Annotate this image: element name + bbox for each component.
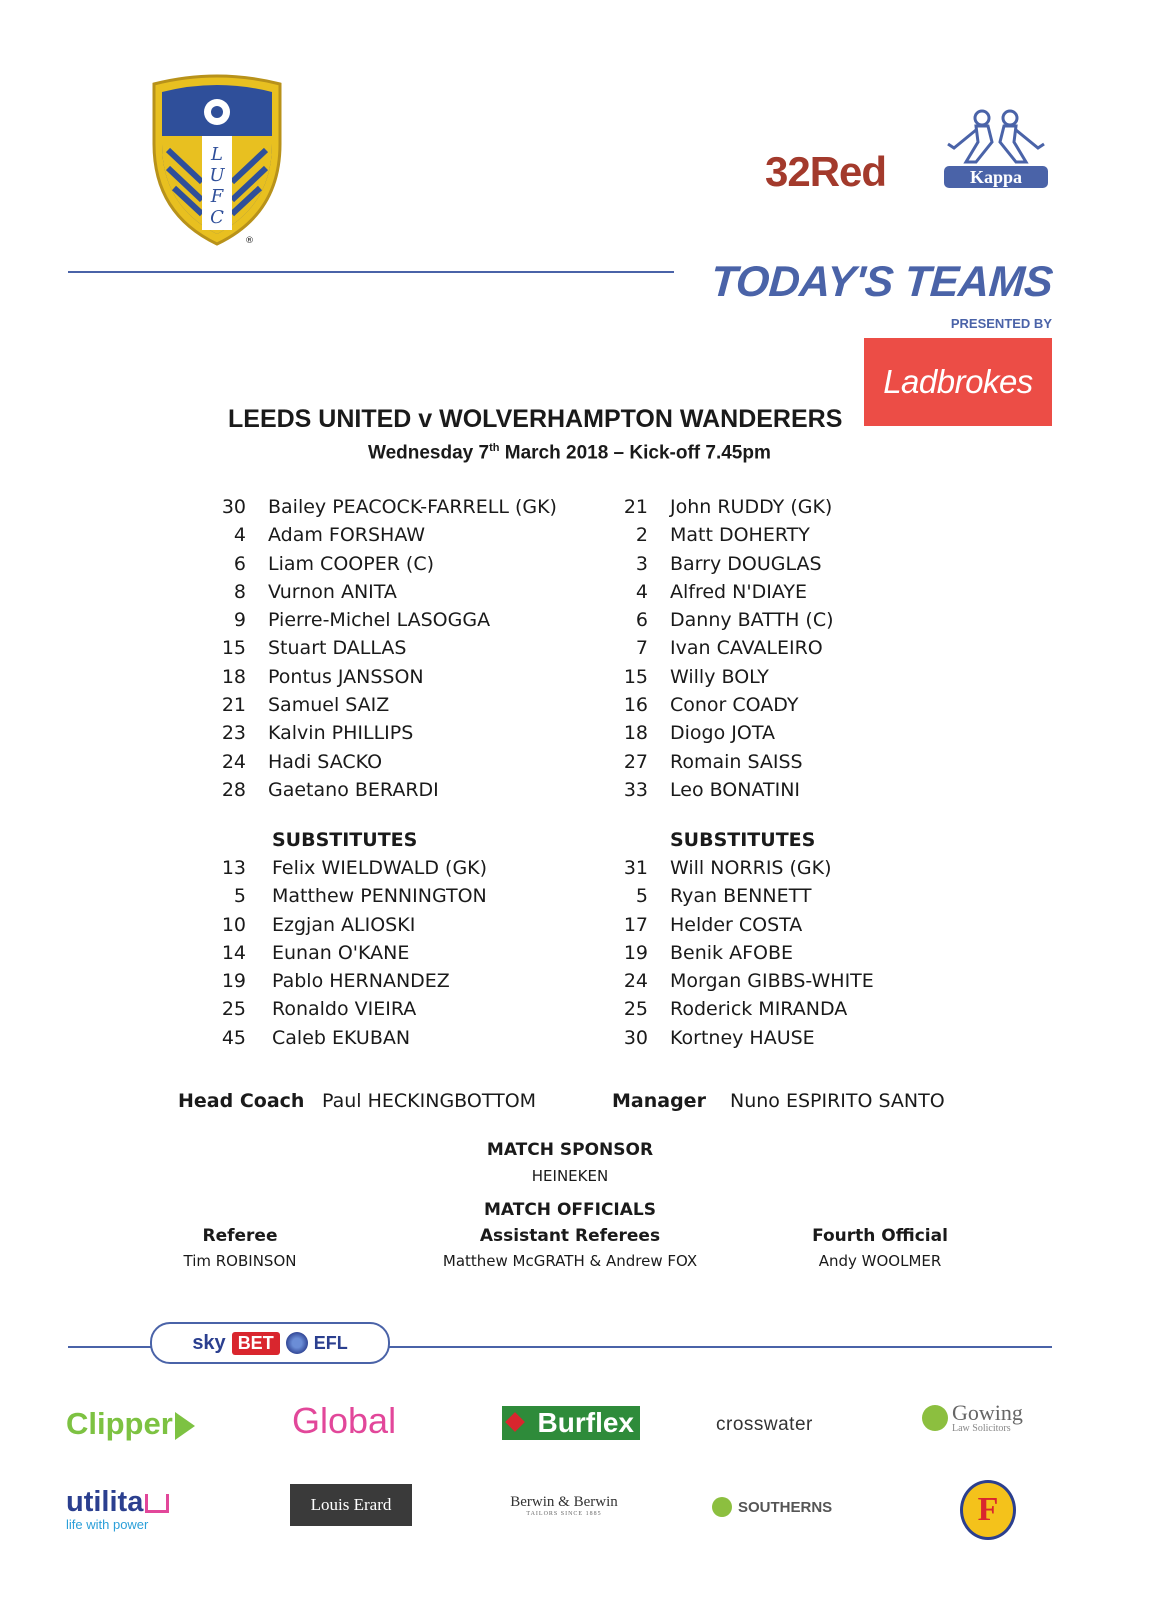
player-name: Hadi SACKO xyxy=(268,750,383,773)
date-suffix: March 2018 – Kick-off 7.45pm xyxy=(499,442,771,464)
sky-bet-efl-logo xyxy=(150,1322,390,1364)
player-name: Ronaldo VIEIRA xyxy=(272,998,417,1021)
player-number: 6 xyxy=(233,552,246,575)
player-number: 15 xyxy=(221,637,246,660)
player-name: Willy BOLY xyxy=(670,665,769,688)
kappa-logo xyxy=(940,108,1052,192)
player-number: 30 xyxy=(623,1026,648,1049)
player-number: 24 xyxy=(221,750,246,773)
ladbrokes-logo: Ladbrokes xyxy=(864,338,1052,426)
player-number: 18 xyxy=(221,665,246,688)
away-substitutes-heading: SUBSTITUTES xyxy=(670,829,816,851)
referee-name: Tim ROBINSON xyxy=(183,1252,297,1270)
player-number: 2 xyxy=(635,524,648,547)
player-name: Pablo HERNANDEZ xyxy=(272,970,450,993)
player-number: 17 xyxy=(623,913,648,936)
player-number: 21 xyxy=(623,496,648,518)
player-number: 31 xyxy=(623,857,648,879)
player-name: Felix WIELDWALD (GK) xyxy=(272,857,488,879)
player-name: Danny BATTH (C) xyxy=(670,609,834,632)
svg-text:C: C xyxy=(210,207,224,228)
utilita-house-icon xyxy=(145,1494,169,1513)
player-name: Vurnon ANITA xyxy=(268,580,397,603)
southerns-globe-icon xyxy=(712,1497,732,1517)
player-name: Ivan CAVALEIRO xyxy=(670,637,823,660)
player-number: 27 xyxy=(623,750,648,773)
player-name: Caleb EKUBAN xyxy=(272,1026,411,1049)
utilita-tagline: life with power xyxy=(66,1517,149,1532)
player-name: Samuel SAIZ xyxy=(268,694,390,717)
kappa-wordmark: Kappa xyxy=(944,166,1048,188)
manager-name: Nuno ESPIRITO SANTO xyxy=(730,1090,945,1112)
gowing-sub: Law Solicitors xyxy=(952,1423,1011,1434)
sponsor-louis-erard: Louis Erard xyxy=(290,1484,412,1526)
player-number: 28 xyxy=(221,778,246,801)
player-number: 10 xyxy=(221,913,246,936)
player-name: Ezgjan ALIOSKI xyxy=(272,913,416,936)
player-number: 24 xyxy=(623,970,648,993)
page-title: TODAY'S TEAMS xyxy=(708,258,1054,306)
player-number: 7 xyxy=(635,637,648,660)
sponsor-burflex xyxy=(502,1406,640,1440)
player-number: 5 xyxy=(233,885,246,908)
player-number: 21 xyxy=(221,694,246,717)
player-name: Roderick MIRANDA xyxy=(670,998,848,1021)
date-ordinal: th xyxy=(489,442,500,454)
gowing-text xyxy=(952,1402,1023,1434)
fourth-official-label: Fourth Official xyxy=(812,1226,948,1246)
match-sponsor-name: HEINEKEN xyxy=(531,1167,609,1185)
match-sponsor-label: MATCH SPONSOR xyxy=(486,1140,654,1160)
match-date xyxy=(368,442,771,464)
player-name: Matthew PENNINGTON xyxy=(272,885,487,908)
svg-text:L: L xyxy=(211,144,223,165)
player-name: Will NORRIS (GK) xyxy=(670,857,832,879)
player-number: 16 xyxy=(623,694,648,717)
player-number: 18 xyxy=(623,722,648,745)
registered-mark: ® xyxy=(245,236,254,246)
match-title: LEEDS UNITED v WOLVERHAMPTON WANDERERS xyxy=(228,405,843,433)
player-number: 25 xyxy=(221,998,246,1021)
efl-ball-icon xyxy=(286,1332,308,1354)
burflex-word: Burflex xyxy=(537,1407,634,1438)
sponsor-utilita xyxy=(66,1488,169,1532)
clipper-word: Clipper xyxy=(66,1406,173,1441)
player-name: Stuart DALLAS xyxy=(268,637,407,660)
home-substitutes-heading: SUBSTITUTES xyxy=(272,829,418,851)
player-name: Ryan BENNETT xyxy=(670,885,812,908)
head-coach-label: Head Coach xyxy=(178,1090,305,1112)
player-number: 9 xyxy=(233,609,246,632)
player-name: Benik AFOBE xyxy=(670,941,794,964)
head-coach-name: Paul HECKINGBOTTOM xyxy=(322,1090,537,1112)
player-name: Eunan O'KANE xyxy=(272,941,410,964)
player-number: 23 xyxy=(221,722,246,745)
sponsor-crosswater: crosswater xyxy=(716,1414,813,1435)
berwin-word: Berwin & Berwin xyxy=(510,1494,618,1510)
berwin-sub: TAILORS SINCE 1885 xyxy=(526,1511,602,1517)
player-name: Matt DOHERTY xyxy=(670,524,810,547)
sponsor-southerns xyxy=(712,1497,832,1517)
player-number: 6 xyxy=(635,609,648,632)
player-number: 3 xyxy=(635,552,648,575)
bet-word: BET xyxy=(232,1332,280,1355)
sponsor-global: Global xyxy=(292,1400,397,1441)
player-name: Pontus JANSSON xyxy=(268,665,424,688)
sponsor-clipper xyxy=(66,1406,195,1442)
player-number: 25 xyxy=(623,998,648,1021)
header-rule xyxy=(68,271,674,273)
svg-text:F: F xyxy=(210,186,224,207)
player-name: Leo BONATINI xyxy=(670,778,801,801)
player-number: 4 xyxy=(233,524,246,547)
svg-text:U: U xyxy=(209,165,225,186)
player-number: 8 xyxy=(233,580,246,603)
efl-word: EFL xyxy=(313,1332,348,1353)
sponsor-gowing xyxy=(922,1402,1023,1434)
utilita-word: utilita xyxy=(66,1486,144,1518)
player-number: 13 xyxy=(221,857,246,879)
player-number: 30 xyxy=(221,496,246,518)
player-name: John RUDDY (GK) xyxy=(670,496,833,518)
player-name: Diogo JOTA xyxy=(670,722,775,745)
player-number: 14 xyxy=(221,941,246,964)
player-name: Kalvin PHILLIPS xyxy=(268,722,414,745)
match-officials-label: MATCH OFFICIALS xyxy=(483,1200,656,1220)
manager-label: Manager xyxy=(612,1090,706,1112)
player-number: 4 xyxy=(635,580,648,603)
player-number: 33 xyxy=(623,778,648,801)
fosters-f: F xyxy=(977,1491,999,1528)
player-name: Conor COADY xyxy=(670,694,799,717)
player-name: Romain SAISS xyxy=(670,750,803,773)
player-name: Morgan GIBBS-WHITE xyxy=(670,970,874,993)
kappa-figures-icon xyxy=(940,108,1052,166)
player-name: Liam COOPER (C) xyxy=(268,552,435,575)
gowing-g-icon xyxy=(922,1405,948,1431)
player-name: Alfred N'DIAYE xyxy=(670,580,807,603)
player-number: 19 xyxy=(623,941,648,964)
player-name: Kortney HAUSE xyxy=(670,1026,815,1049)
presented-by-label: PRESENTED BY xyxy=(950,316,1052,331)
player-number: 15 xyxy=(623,665,648,688)
clipper-sail-icon xyxy=(175,1412,195,1440)
player-number: 45 xyxy=(221,1026,246,1049)
referee-label: Referee xyxy=(202,1226,278,1246)
player-name: Helder COSTA xyxy=(670,913,803,936)
gowing-word: Gowing xyxy=(952,1400,1023,1425)
lufc-crest-logo xyxy=(146,74,288,246)
burflex-diamond-icon xyxy=(505,1412,525,1432)
sponsor-berwin xyxy=(496,1494,632,1517)
player-name: Barry DOUGLAS xyxy=(670,552,822,575)
sponsor-fosters-logo xyxy=(960,1480,1016,1540)
assistant-referees-label: Assistant Referees xyxy=(479,1226,661,1246)
date-prefix: Wednesday 7 xyxy=(368,442,490,464)
player-name: Adam FORSHAW xyxy=(268,524,426,547)
sky-word: sky xyxy=(192,1331,226,1354)
player-name: Pierre-Michel LASOGGA xyxy=(268,609,491,632)
player-name: Bailey PEACOCK-FARRELL (GK) xyxy=(268,496,557,518)
southerns-word: SOUTHERNS xyxy=(738,1498,833,1516)
fourth-official-name: Andy WOOLMER xyxy=(818,1252,942,1270)
player-number: 19 xyxy=(221,970,246,993)
sponsor-32red: 32Red xyxy=(765,148,887,195)
player-number: 5 xyxy=(635,885,648,908)
assistant-referees-names: Matthew McGRATH & Andrew FOX xyxy=(442,1252,698,1270)
player-name: Gaetano BERARDI xyxy=(268,778,439,801)
